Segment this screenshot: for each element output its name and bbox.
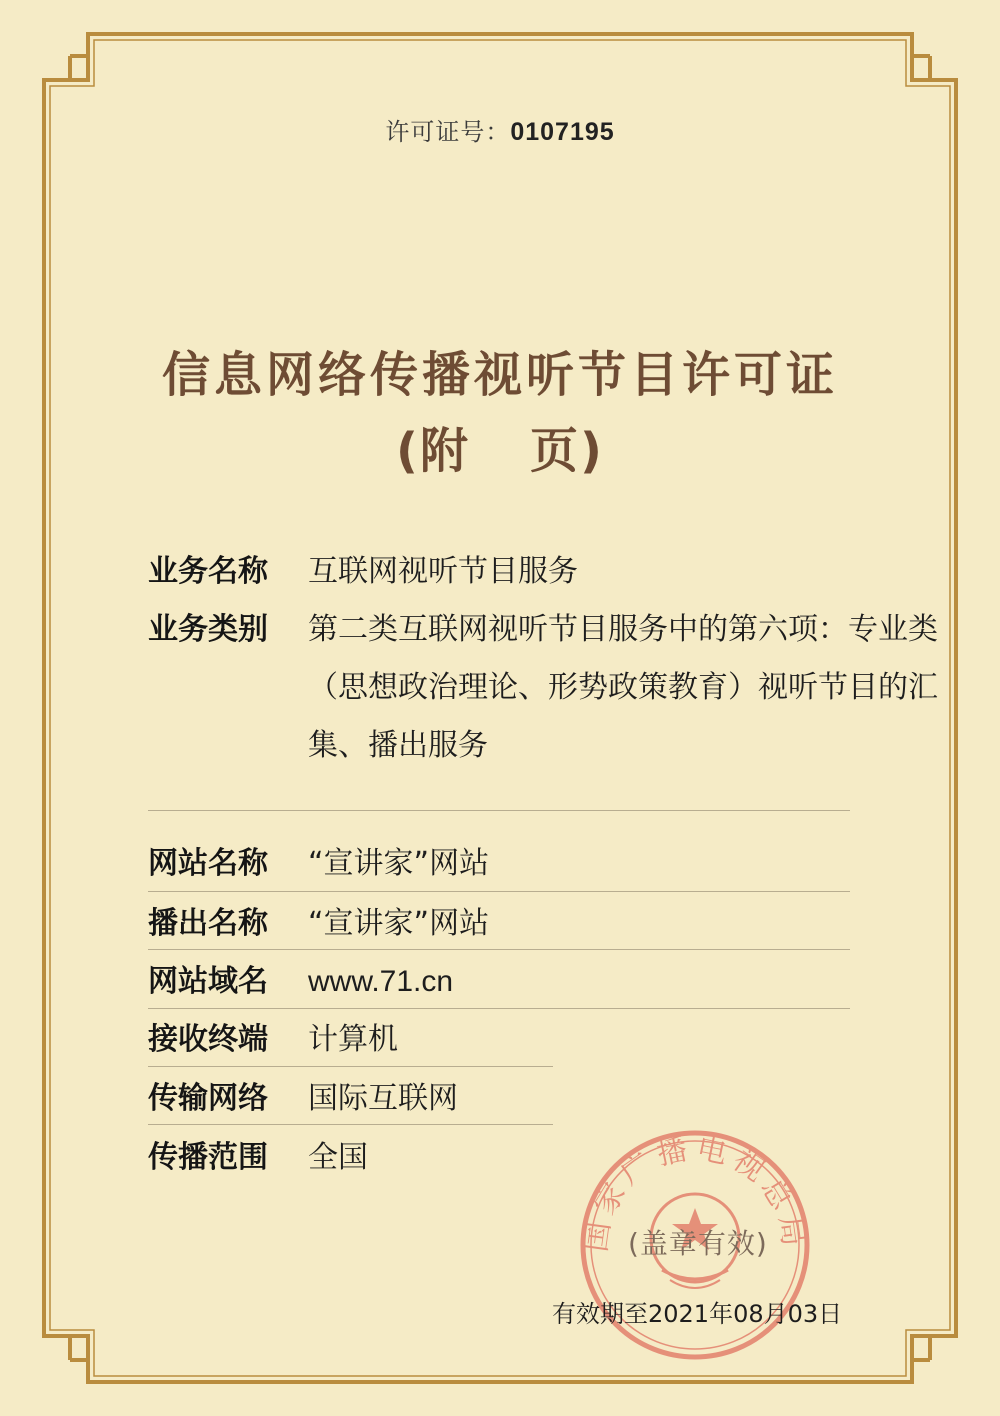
divider — [148, 1124, 553, 1125]
certificate-title: 信息网络传播视听节目许可证 — [161, 347, 838, 403]
field-label: 传输网络 — [148, 1081, 268, 1116]
divider — [148, 810, 850, 811]
subtitle-close: 页) — [530, 423, 604, 479]
license-number-line — [0, 112, 1000, 147]
subtitle-open: (附 — [396, 423, 470, 479]
field-label: 接收终端 — [148, 1022, 268, 1057]
field-label: 传播范围 — [148, 1140, 268, 1175]
license-number-label: 许可证号： — [385, 118, 511, 146]
field-label: 播出名称 — [148, 906, 268, 941]
field-label: 网站名称 — [148, 846, 268, 881]
seal-note: (盖章有效) — [628, 1227, 768, 1260]
field-label: 业务名称 — [148, 554, 268, 589]
field-value: 国际互联网 — [308, 1081, 458, 1116]
divider — [148, 949, 850, 950]
divider — [148, 891, 850, 892]
field-value: 计算机 — [308, 1022, 398, 1057]
expiry-date: 有效期至2021年08月03日 — [552, 1300, 843, 1328]
field-value: 全国 — [308, 1140, 368, 1175]
seal-text: 国家广播电视总局 — [578, 1130, 812, 1255]
field-value: 互联网视听节目服务 — [308, 554, 578, 589]
certificate-subtitle — [0, 412, 1000, 481]
field-value: 第二类互联网视听节目服务中的第六项：专业类（思想政治理论、形势政策教育）视听节目的汇集、播出服务 — [308, 612, 938, 763]
field-value: “宣讲家”网站 — [308, 906, 490, 941]
license-number-value: 0107195 — [510, 118, 615, 146]
divider — [148, 1008, 850, 1009]
field-value: www.71.cn — [308, 965, 454, 998]
field-label: 业务类别 — [148, 612, 268, 647]
divider — [148, 1066, 553, 1067]
field-value: “宣讲家”网站 — [308, 846, 490, 881]
field-label: 网站域名 — [148, 964, 268, 999]
